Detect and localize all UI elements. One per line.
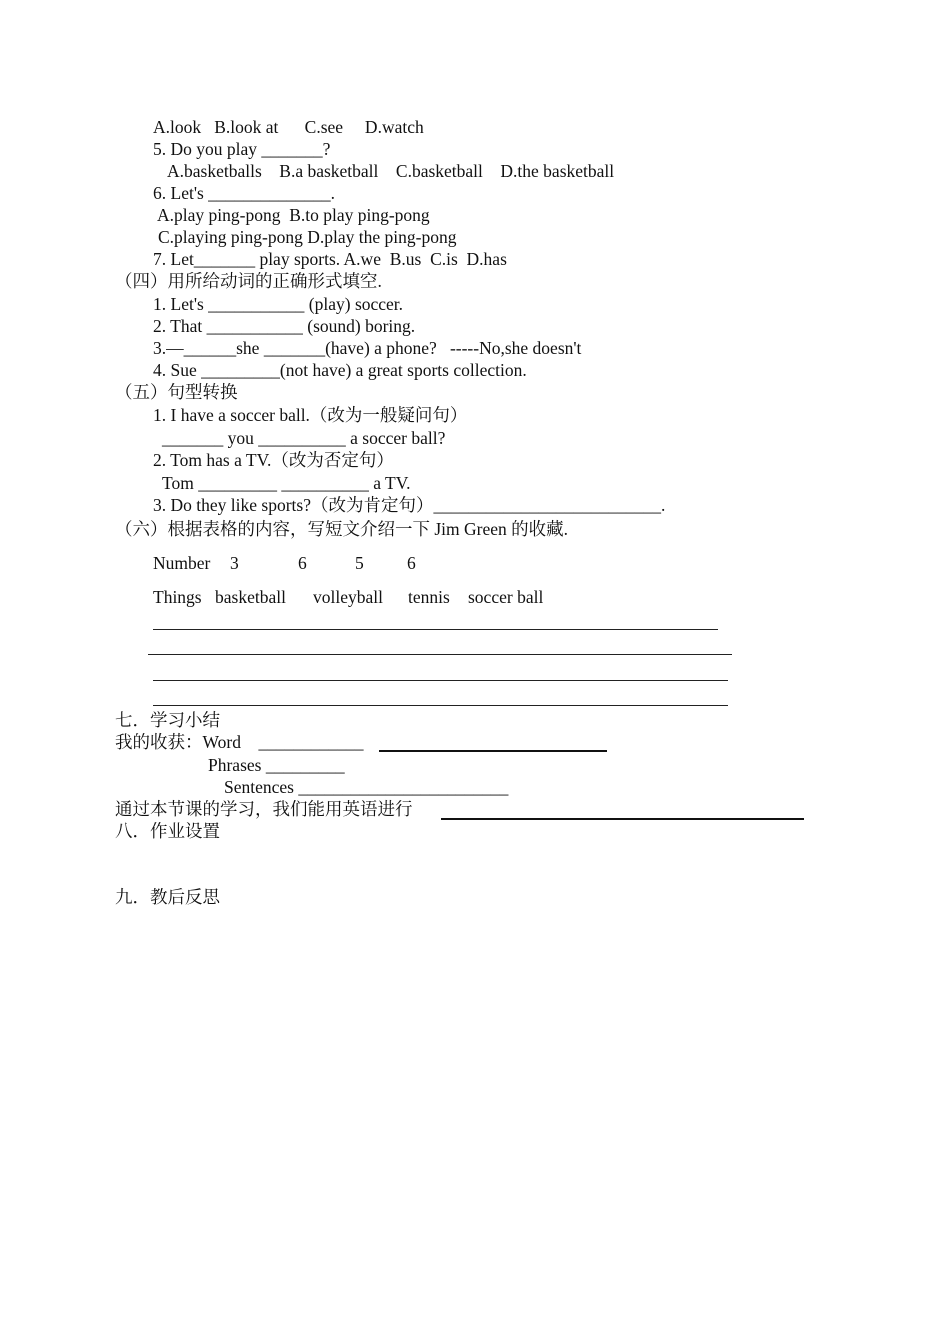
table-thing-cell: volleyball [313,587,383,607]
question-7: 7. Let_______ play sports. A.we B.us C.is D.has [153,249,507,269]
q5-options: A.basketballs B.a basketball C.basketball D.the basketball [167,161,615,181]
question-6: 6. Let's ______________. [153,183,336,203]
table-number-cell: 3 [230,553,239,573]
section-5-item-2-answer: Tom _________ __________ a TV. [162,473,411,493]
writing-line [153,680,728,681]
writing-line [153,705,728,706]
word-answer-line [379,750,607,752]
section-4-item-1: 1. Let's ___________ (play) soccer. [153,294,404,314]
gains-phrases: Phrases _________ [208,755,345,775]
section-5-item-1-answer: _______ you __________ a soccer ball? [162,428,446,448]
writing-line [153,629,718,630]
section-4-item-3: 3.—______she _______(have) a phone? -----No,she doesn't [153,338,582,358]
writing-line [148,654,732,655]
able-to-line: 通过本节课的学习，我们能用英语进行 [115,799,413,819]
table-number-label: Number [153,553,211,573]
section-7-title: 七．学习小结 [115,710,220,730]
section-5-item-3: 3. Do they like sports?（改为肯定句）__________________________. [153,495,666,515]
table-thing-cell: basketball [215,587,286,607]
section-4-item-4: 4. Sue _________(not have) a great sports collection. [153,360,527,380]
section-5-item-2: 2. Tom has a TV.（改为否定句） [153,450,394,470]
section-4-title: （四）用所给动词的正确形式填空. [115,271,382,291]
table-number-cell: 6 [407,553,416,573]
table-things-label: Things [153,587,202,607]
q4-options: A.look B.look at C.see D.watch [153,117,424,137]
table-number-cell: 6 [298,553,307,573]
section-9-title: 九．教后反思 [115,887,220,907]
gains-sentences: Sentences ________________________ [224,777,509,797]
q6-options-b: C.playing ping-pong D.play the ping-pong [158,227,457,247]
section-5-title: （五）句型转换 [115,382,238,402]
q6-options-a: A.play ping-pong B.to play ping-pong [157,205,430,225]
question-5: 5. Do you play _______? [153,139,331,159]
table-number-cell: 5 [355,553,364,573]
table-thing-cell: tennis [408,587,450,607]
section-4-item-2: 2. That ___________ (sound) boring. [153,316,416,336]
gains-word: 我的收获：Word ____________ [115,732,364,752]
table-thing-cell: soccer ball [468,587,544,607]
section-5-item-1: 1. I have a soccer ball.（改为一般疑问句） [153,405,468,425]
section-6-title: （六）根据表格的内容，写短文介绍一下 Jim Green 的收藏. [115,519,569,539]
able-to-answer-line [441,818,804,820]
section-8-title: 八．作业设置 [115,821,220,841]
